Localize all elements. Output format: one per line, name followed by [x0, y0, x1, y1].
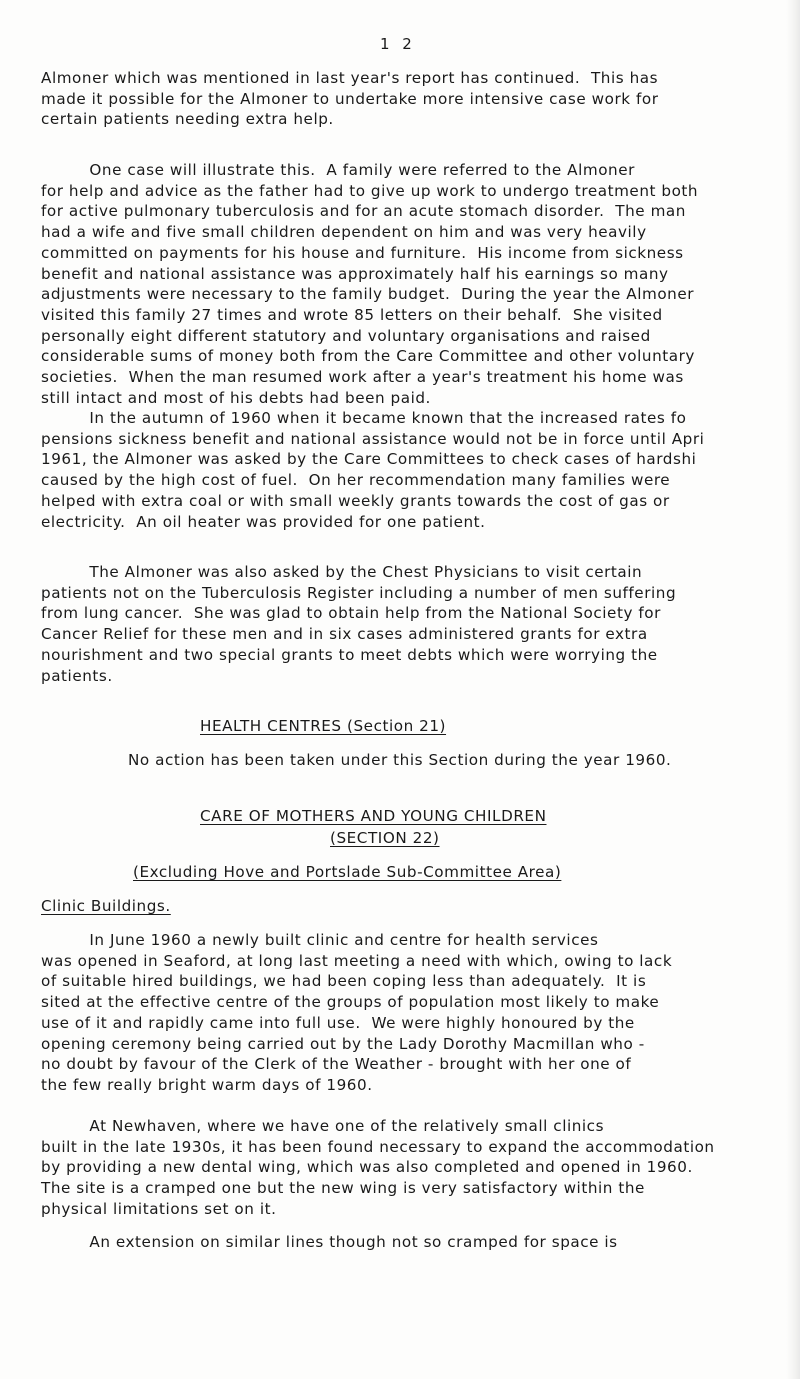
paragraph-chest-physicians: The Almoner was also asked by the Chest Physicians to visit certain patients not on the Tuberculosis Register including a number of men suffering from lung cancer. She was glad to obtain help from the National Society for Cancer Relief for these men and in six cases administered grants for extra nourishment and two special grants to meet debts which were worrying the patients.	[41, 563, 677, 685]
heading-section-22: (SECTION 22)	[330, 829, 440, 847]
paragraph-newhaven-clinic: At Newhaven, where we have one of the relatively small clinics built in the late 1930s, it has been found necessary to expand the accommodation by providing a new dental wing, which was also completed and opened in 1960. The site is a cramped one but the new wing is very satisfactory within the physical limitations set on it.	[41, 1117, 715, 1218]
paragraph-almoner-intro: Almoner which was mentioned in last year's report has continued. This has made it possible for the Almoner to undertake more intensive case work for certain patients needing extra help.	[41, 69, 659, 129]
paragraph-seaford-clinic: In June 1960 a newly built clinic and centre for health services was opened in Seaford, at long last meeting a need with which, owing to lack of suitable hired buildings, we had been coping less than adequately. It is sited at the effective centre of the groups of population most likely to make use of it and rapidly came into full use. We were highly honoured by the opening ceremony being carried out by the Lady Dorothy Macmillan who - no doubt by favour of the Clerk of the Weather - brought with her one of the few really bright warm days of 1960.	[41, 931, 673, 1094]
heading-care-of-mothers: CARE OF MOTHERS AND YOUNG CHILDREN	[200, 807, 547, 825]
paragraph-fuel-hardship: In the autumn of 1960 when it became known that the increased rates fo pensions sickness benefit and national assistance would not be in force until Apri 1961, the Almoner was asked by the Care Committees to check cases of hardshi caused by the high cost of fuel. On her recommendation many families were helped with extra coal or with small weekly grants towards the cost of gas or electricity. An oil heater was provided for one patient.	[41, 409, 705, 531]
paragraph-no-action: No action has been taken under this Section during the year 1960.	[128, 751, 672, 769]
paragraph-extension: An extension on similar lines though not so cramped for space is	[41, 1233, 618, 1251]
paragraph-family-case: One case will illustrate this. A family were referred to the Almoner for help and advice as the father had to give up work to undergo treatment both for active pulmonary tuberculosis and for an acute stomach disorder. The man had a wife and five small children dependent on him and was very heavily committed on payments for his house and furniture. His income from sickness benefit and national assistance was approximately half his earnings so many adjustments were necessary to the family budget. During the year the Almoner visited this family 27 times and wrote 85 letters on their behalf. She visited personally eight different statutory and voluntary organisations and raised considerable sums of money both from the Care Committee and other voluntary societies. When the man resumed work after a year's treatment his home was still intact and most of his debts had been paid.	[41, 161, 699, 407]
page-number: 1 2	[380, 35, 416, 53]
heading-excluding-area: (Excluding Hove and Portslade Sub-Committee Area)	[133, 863, 562, 881]
heading-clinic-buildings: Clinic Buildings.	[41, 897, 171, 915]
heading-health-centres: HEALTH CENTRES (Section 21)	[200, 717, 447, 735]
page-edge-shadow	[786, 0, 800, 1379]
